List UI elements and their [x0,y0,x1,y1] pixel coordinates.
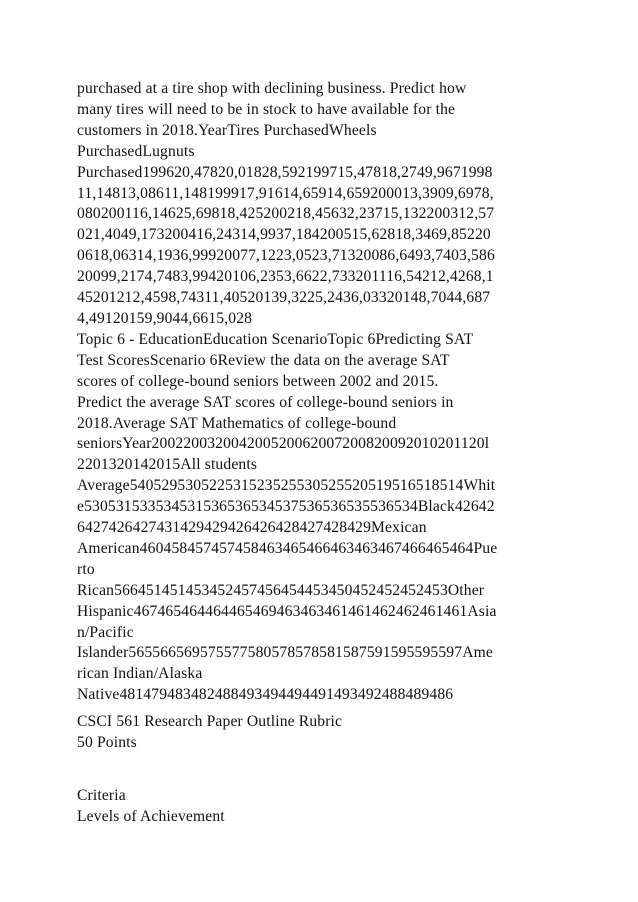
rubric-criteria-block [77,786,567,828]
text-line: 021,4049,173200416,24314,9937,184200515,62818,3469,85220 [77,226,491,244]
text-line: rto [77,560,95,578]
rubric-title: CSCI 561 Research Paper Outline Rubric [77,713,343,730]
text-line: Test ScoresScenario 6Review the data on the average SAT [77,351,450,369]
levels-heading: Levels of Achievement [77,807,225,825]
text-line: American460458457457458463465466463463467466465464Pue [77,539,498,557]
text-line: Average540529530522531523525530525520519516518514Whit [77,477,496,495]
text-line: e530531533534531536536534537536536535536534Black42642 [77,498,495,516]
text-line: PurchasedLugnuts [77,142,195,160]
text-line: 4,49120159,9044,6615,028 [77,309,253,327]
text-line: Hispanic467465464464465469463463461461462462461461Asia [77,602,497,620]
text-line: n/Pacific [77,623,134,641]
text-line: Native481479483482488493494494491493492488489486 [77,686,454,704]
text-line: purchased at a tire shop with declining business. Predict how [77,80,467,97]
rubric-points: 50 Points [77,733,137,751]
text-line: seniorsYear200220032004200520062007200820092010201120l [77,435,490,453]
text-line: 20099,2174,7483,99420106,2353,6622,733201116,54212,4268,1 [77,268,494,286]
text-line: Predict the average SAT scores of college-bound seniors in [77,393,454,411]
scenario-text-block [77,79,567,706]
text-line: many tires will need to be in stock to have available for the [77,100,456,118]
text-line: Islander565566569575577580578578581587591595595597Ame [77,644,493,662]
text-line: scores of college-bound seniors between 2002 and 2015. [77,372,439,390]
text-line: Purchased199620,47820,01828,592199715,47818,2749,9671998 [77,163,493,181]
text-line: 2201320142015All students [77,456,258,474]
text-line: 2018.Average SAT Mathematics of college-bound [77,414,397,432]
rubric-title-block [77,712,567,754]
text-line: rican Indian/Alaska [77,665,203,683]
text-line: 6427426427431429429426426428427428429Mexican [77,519,427,537]
text-line: 45201212,4598,74311,40520139,3225,2436,03320148,7044,687 [77,289,491,307]
text-line: 080200116,14625,69818,425200218,45632,23715,132200312,57 [77,205,495,223]
text-line: Rican566451451453452457456454453450452452452453Other [77,581,485,599]
text-line: Topic 6 - EducationEducation ScenarioTopic 6Predicting SAT [77,330,474,348]
text-line: 0618,06314,1936,99920077,1223,0523,71320086,6493,7403,586 [77,247,495,265]
text-line: 11,14813,08611,148199917,91614,65914,659200013,3909,6978, [77,184,494,202]
text-line: customers in 2018.YearTires PurchasedWheels [77,121,377,139]
criteria-heading: Criteria [77,787,126,804]
